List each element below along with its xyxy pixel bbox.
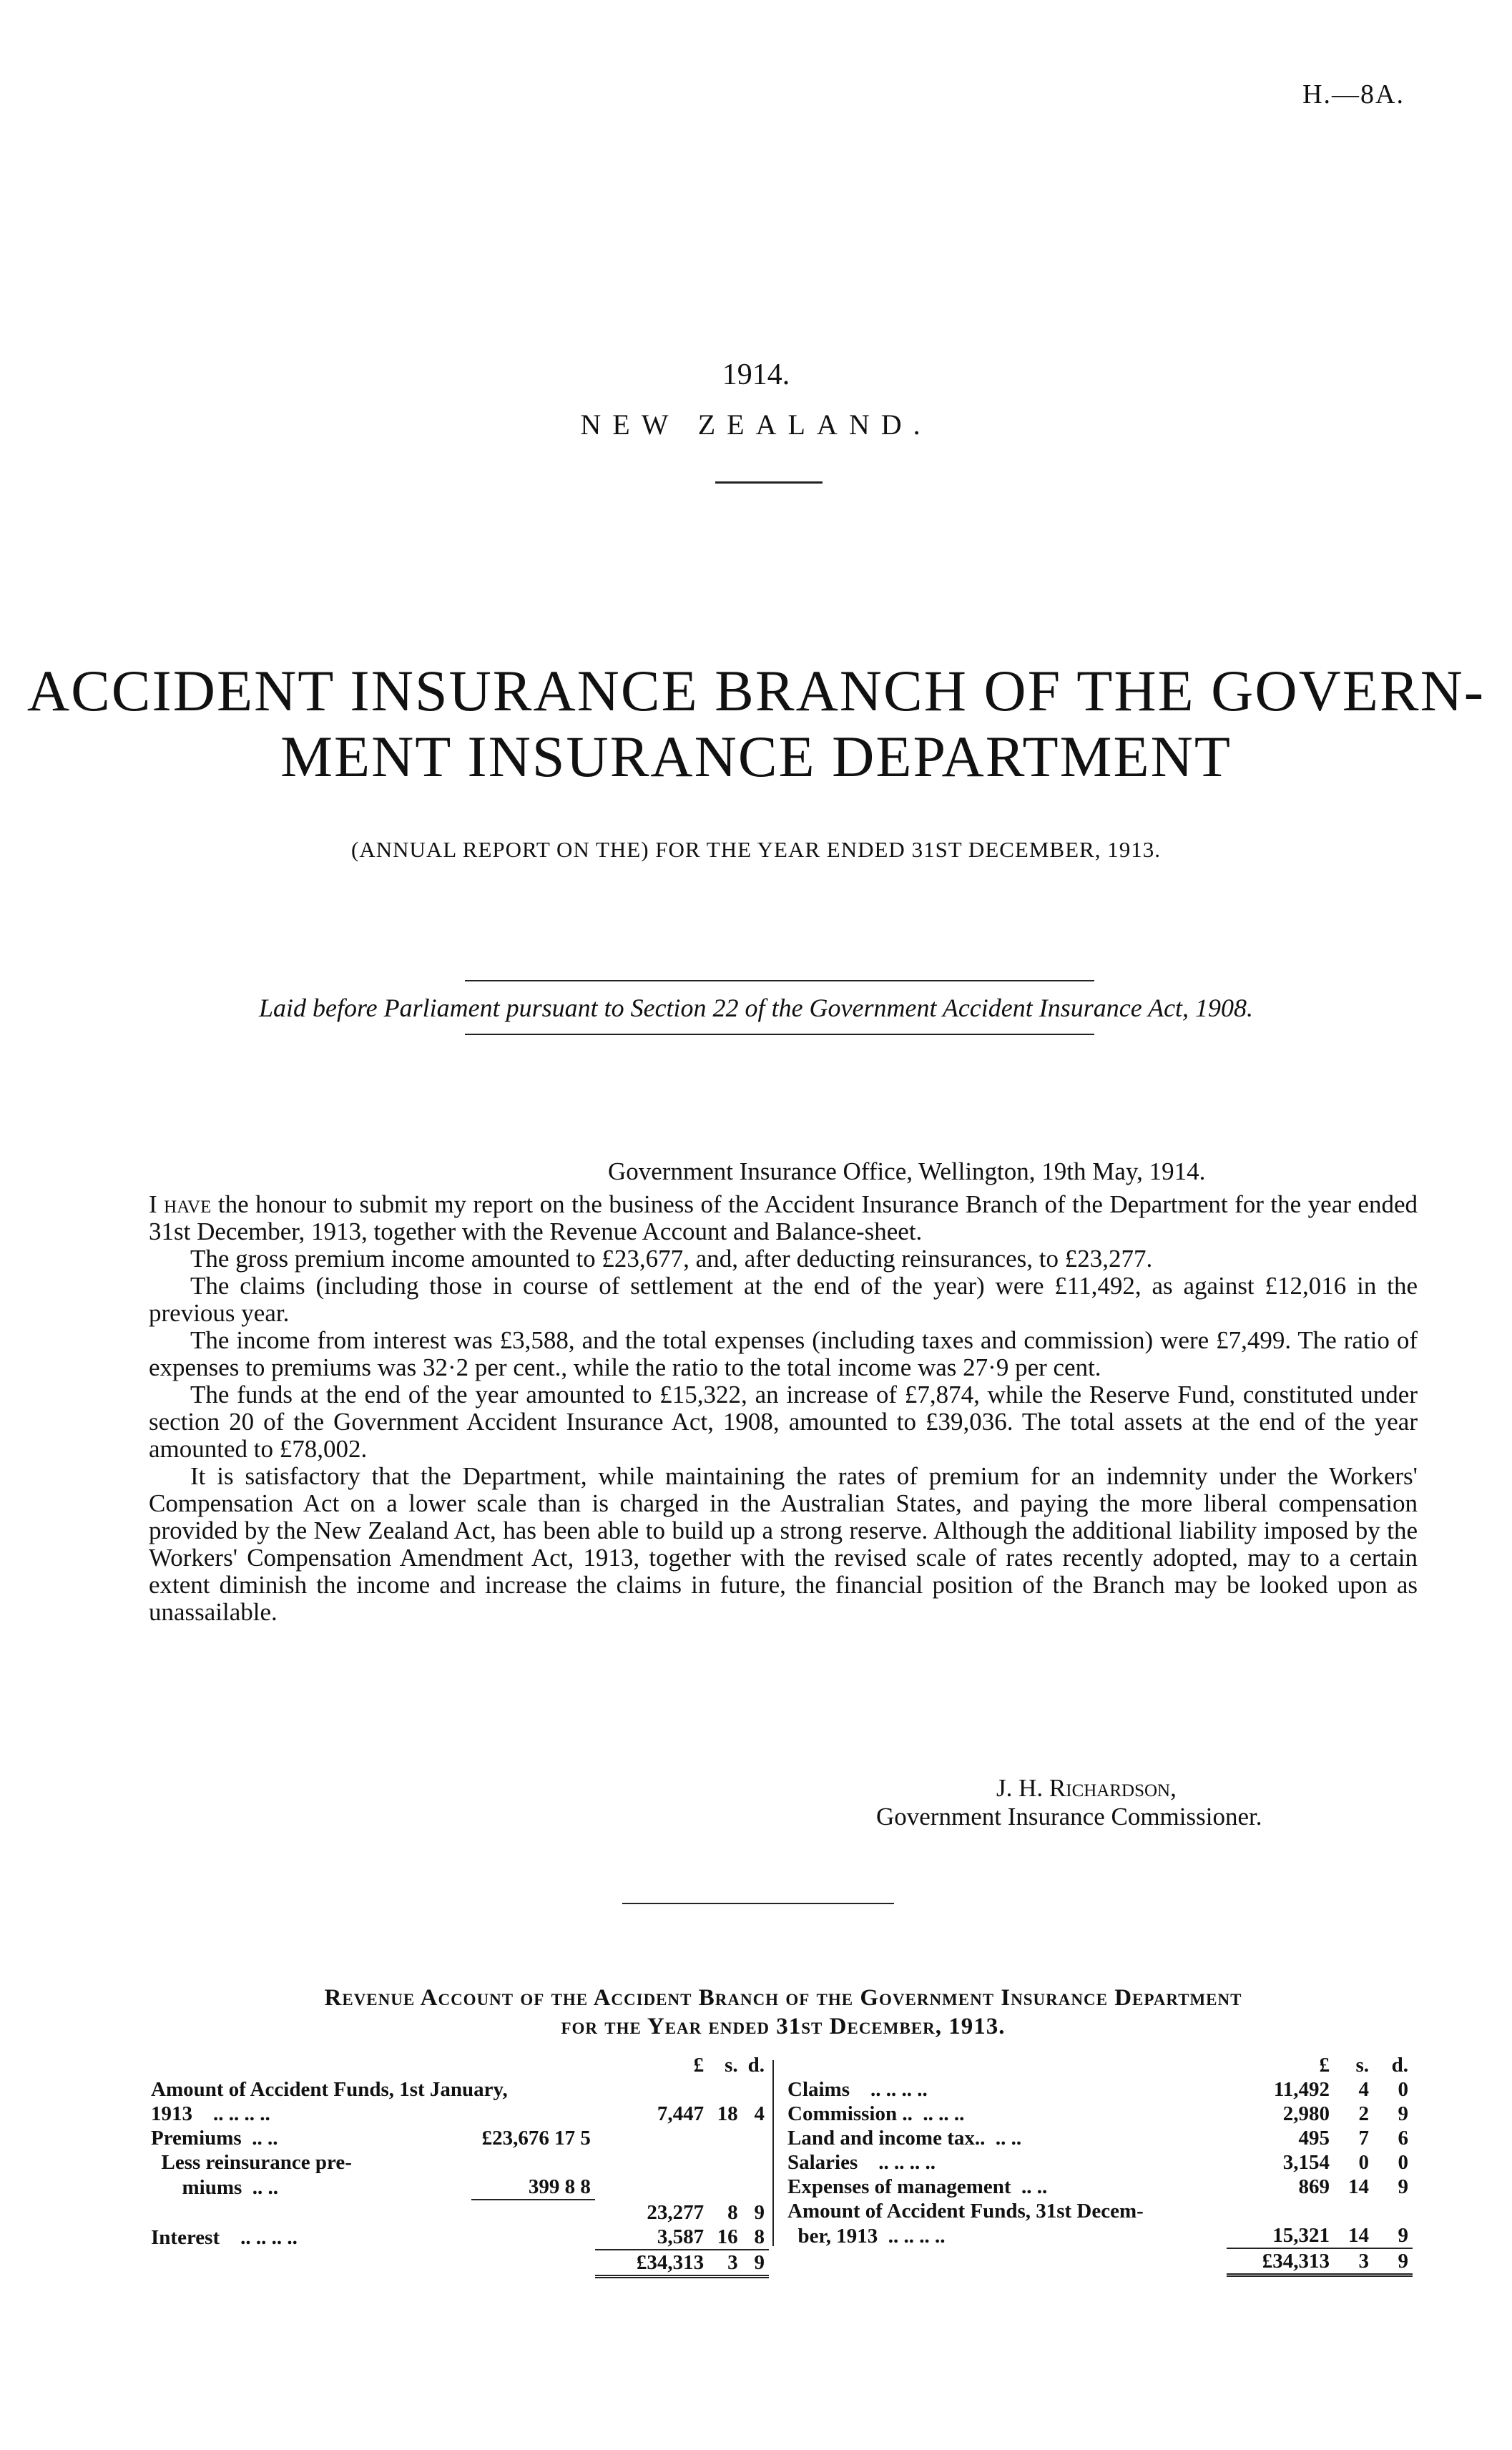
left-r6-pounds: 23,277 [647,2201,705,2224]
office-date-line: Government Insurance Office, Wellington, 19th May, 1914. [608,1157,1206,1185]
rule-below-laid [465,1034,1094,1035]
right-r3-pence: 6 [1398,2127,1408,2150]
right-r1-text: Claims [787,2078,850,2101]
right-r2-shillings: 2 [1358,2102,1369,2125]
rule-under-country [715,481,823,484]
report-title [0,658,1512,790]
right-r4-label [783,2150,1227,2175]
account-debit-side [147,2053,769,2278]
right-r5-text: Expenses of management [787,2175,1011,2198]
laid-before-parliament: Laid before Parliament pursuant to Section 22 of the Government Accident Insurance Act, 1908. [258,994,1254,1022]
table-row [783,2223,1413,2248]
right-r7-text: ber, 1913 [797,2225,878,2248]
right-total-shillings: 3 [1334,2248,1373,2275]
letter-paragraph-5: The funds at the end of the year amounted to £15,322, an increase of £7,874, while the Reserve Fund, constituted under section 20 of the Government Accident Insurance Act, 1908, amounted to £39,036. The total assets at the end of the year amounted to £78,002. [149,1381,1418,1463]
right-total-pounds: £34,313 [1227,2248,1334,2275]
right-r2-label [783,2102,1227,2126]
left-r7-dots: .. .. .. .. [240,2226,298,2249]
table-row [783,2077,1413,2102]
table-row [147,2250,769,2277]
right-r5-label [783,2175,1227,2199]
signatory-name: J. H. Richardson, [996,1774,1177,1802]
account-divider [772,2060,774,2246]
left-r7-label [147,2225,471,2250]
left-r7-text: Interest [151,2226,220,2249]
report-title-line1: ACCIDENT INSURANCE BRANCH OF THE GOVERN- [26,658,1486,723]
left-r6-pence: 9 [754,2201,765,2224]
left-r2-text: 1913 [151,2102,192,2125]
right-r1-pounds: 11,492 [1273,2078,1330,2101]
right-r3-pounds: 495 [1298,2127,1330,2150]
right-header-pence: d. [1391,2054,1408,2077]
page-number: H.—8A. [1302,79,1405,109]
right-r5-shillings: 14 [1348,2175,1369,2198]
right-r7-label [783,2223,1227,2248]
left-header-pounds: £ [693,2054,705,2077]
right-r7-pence: 9 [1398,2224,1408,2247]
right-r7-dots: .. .. .. .. [888,2225,946,2248]
right-r1-dots: .. .. .. .. [870,2078,928,2101]
left-r6-rule [471,2200,595,2225]
left-r5-dots: .. .. [252,2176,279,2199]
left-r2-pounds: 7,447 [657,2102,705,2125]
left-r5-label [147,2175,471,2200]
left-total-pence: 9 [742,2250,769,2277]
table-row [783,2175,1413,2199]
account-credit-side [783,2053,1413,2277]
right-r2-text: Commission .. [787,2102,913,2125]
left-r5-text: miums [182,2176,242,2199]
left-r3-label [147,2126,471,2150]
letter-paragraph-1-text: the honour to submit my report on the business of the Accident Insurance Branch of the Department for the year ended 31st December, 1913, together with the Revenue Account and Balance-sheet. [149,1190,1418,1245]
table-row [783,2248,1413,2275]
right-r7-shillings: 14 [1348,2224,1369,2247]
table-row [783,2150,1413,2175]
account-title-line2: for the Year ended 31st December, 1913. [561,2014,1006,2039]
letter-paragraph-6: It is satisfactory that the Department, while maintaining the rates of premium for an indemnity under the Workers' Compensation Act on a lower scale than is charged in the Australian States, and paying the more liberal compensation provided by the New Zealand Act, has been able to build up a strong reserve. Although the additional liability imposed by the Workers' Compensation Amendment Act, 1913, together with the revised scale of rates recently adopted, may to a certain extent diminish the income and increase the claims in future, the financial position of the Branch may be looked upon as unassailable. [149,1462,1418,1626]
right-header-shillings: s. [1355,2054,1369,2077]
left-r6-shillings: 8 [727,2201,738,2224]
right-r1-pence: 0 [1398,2078,1408,2101]
right-r2-dots: .. .. .. [923,2102,965,2125]
left-r7-pence: 8 [754,2225,765,2248]
right-r3-dots: .. .. [995,2127,1022,2150]
right-r1-shillings: 4 [1358,2078,1369,2101]
left-total-shillings: 3 [708,2250,742,2277]
left-r4-label [147,2150,769,2175]
left-header-shillings: s. [725,2054,738,2077]
rule-above-account [622,1903,894,1904]
table-row [147,2175,769,2200]
left-r4-text: Less reinsurance pre- [161,2151,352,2174]
letter-paragraph-4: The income from interest was £3,588, and the total expenses (including taxes and commission) were £7,499. The ratio of expenses to premiums was 32·2 per cent., while the ratio to the total income was 27·9 per cent. [149,1326,1418,1381]
table-row [783,2199,1413,2223]
right-r4-shillings: 0 [1358,2151,1369,2174]
report-title-line2: MENT INSURANCE DEPARTMENT [280,724,1232,789]
right-r4-pounds: 3,154 [1282,2151,1330,2174]
signatory-title: Government Insurance Commissioner. [876,1803,1262,1831]
letter-paragraph-2: The gross premium income amounted to £23,677, and, after deducting reinsurances, to £23,277. [190,1245,1153,1273]
right-r4-dots: .. .. .. .. [878,2151,936,2174]
right-r2-pounds: 2,980 [1282,2102,1330,2125]
left-r2-pence: 4 [754,2102,765,2125]
table-row [147,2200,769,2225]
letter-opening-word: I have [149,1190,212,1218]
table-row [147,2225,769,2250]
right-r4-text: Salaries [787,2151,858,2174]
left-r2-shillings: 18 [717,2102,738,2125]
table-row [783,2102,1413,2126]
left-r2-dots: .. .. .. .. [213,2102,270,2125]
left-r7-shillings: 16 [717,2225,738,2248]
left-r2-label [147,2102,471,2126]
right-header-pounds: £ [1319,2054,1330,2077]
report-year: 1914. [722,358,790,391]
report-subtitle: (ANNUAL REPORT ON THE) FOR THE YEAR ENDED 31ST DECEMBER, 1913. [351,837,1161,862]
left-r3-text: Premiums [151,2127,242,2150]
right-r5-dots: .. .. [1021,2175,1048,2198]
left-r1-label: Amount of Accident Funds, 1st January, [151,2078,508,2101]
country-heading: NEW ZEALAND. [580,408,932,441]
report-letter [149,1191,1418,1626]
left-r7-pounds: 3,587 [657,2225,705,2248]
right-r5-pounds: 869 [1298,2175,1330,2198]
left-r3-sub: £23,676 17 5 [481,2127,591,2150]
left-header-pence: d. [747,2054,765,2077]
table-row [783,2126,1413,2150]
left-r3-dots: .. .. [252,2127,278,2150]
table-row [147,2150,769,2175]
letter-paragraph-3: The claims (including those in course of settlement at the end of the year) were £11,492, as against £12,016 in the previous year. [149,1272,1418,1327]
letter-paragraph-1 [149,1191,1418,1245]
left-spacer [147,2053,595,2077]
left-total-pounds: £34,313 [595,2250,708,2277]
right-r6-label: Amount of Accident Funds, 31st Decem- [787,2200,1144,2223]
right-r3-label [783,2126,1227,2150]
right-r1-label [783,2077,1227,2102]
right-r3-shillings: 7 [1358,2127,1369,2150]
table-row [147,2077,769,2102]
right-r2-pence: 9 [1398,2102,1408,2125]
right-r7-pounds: 15,321 [1272,2224,1330,2247]
right-r5-pence: 9 [1398,2175,1408,2198]
account-title-line1: Revenue Account of the Accident Branch of the Government Insurance Department [324,1985,1242,2011]
right-spacer [783,2053,1227,2077]
rule-above-laid [465,980,1094,981]
right-r4-pence: 0 [1398,2151,1408,2174]
right-r3-text: Land and income tax.. [787,2127,986,2150]
table-row [147,2102,769,2126]
table-row [147,2126,769,2150]
right-total-pence: 9 [1373,2248,1413,2275]
left-r5-sub: 399 8 8 [528,2175,591,2198]
